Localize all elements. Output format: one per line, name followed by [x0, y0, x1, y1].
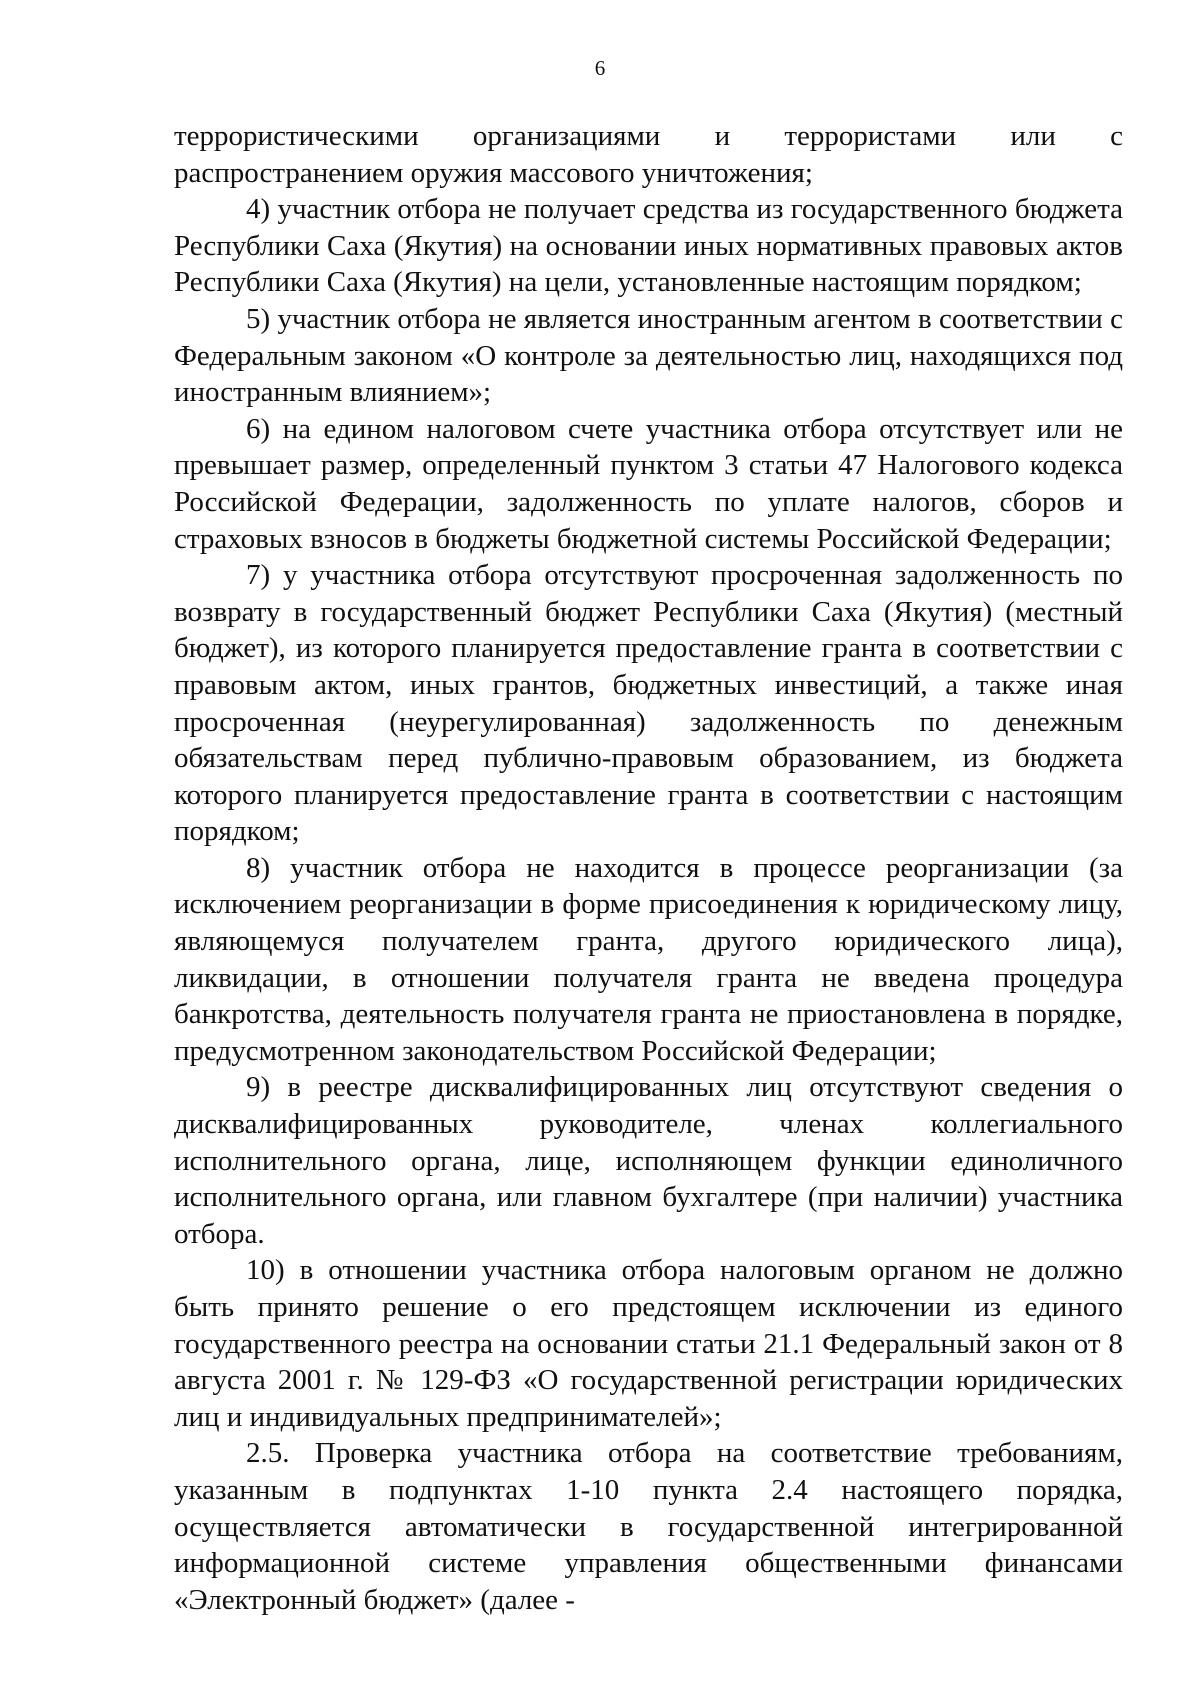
paragraph-item-4: 4) участник отбора не получает средства из государственного бюджета Республики Саха (Якутия) на основании иных нормативных правовых актов Республики Саха (Якутия) на цели, установленные настоящим порядком; [174, 193, 1123, 299]
paragraph-item-10: 10) в отношении участника отбора налоговым органом не должно быть принято решение о его предстоящем исключении из единого государственного реестра на основании статьи 21.1 Федеральный закон от 8 августа 2001 г. № 129-ФЗ «О государственной регистрации юридических лиц и индивидуальных предпринимателей»; [174, 1254, 1123, 1433]
paragraph-item-6: 6) на едином налоговом счете участника отбора отсутствует или не превышает размер, определенный пунктом 3 статьи 47 Налогового кодекса Российской Федерации, задолженность по уплате налогов, сборов и страховых взносов в бюджеты бюджетной системы Российской Федерации; [174, 412, 1123, 555]
document-body [174, 118, 1123, 1618]
paragraph-item-8: 8) участник отбора не находится в процессе реорганизации (за исключением реорганизации в форме присоединения к юридическому лицу, являющемуся получателем гранта, другого юридического лица), ликвидации, в отношении получателя гранта не введена процедура банкротства, деятельность получателя гранта не приостановлена в порядке, предусмотренном законодательством Российской Федерации; [174, 851, 1123, 1067]
paragraph-item-9: 9) в реестре дисквалифицированных лиц отсутствуют сведения о дисквалифицированных руководителе, членах коллегиального исполнительного органа, лице, исполняющем функции единоличного исполнительного органа, или главном бухгалтере (при наличии) участника отбора. [174, 1071, 1123, 1250]
paragraph-continuation: террористическими организациями и террористами или с распространением оружия массового уничтожения; [174, 120, 1123, 189]
paragraph-item-5: 5) участник отбора не является иностранным агентом в соответствии с Федеральным законом «О контроле за деятельностью лиц, находящихся под иностранным влиянием»; [174, 302, 1123, 409]
page-number: 6 [594, 56, 606, 80]
paragraph-item-7: 7) у участника отбора отсутствуют просроченная задолженность по возврату в государственный бюджет Республики Саха (Якутия) (местный бюджет), из которого планируется предоставление гранта в соответствии с правовым актом, иных грантов, бюджетных инвестиций, а также иная просроченная (неурегулированная) задолженность по денежным обязательствам перед публично-правовым образованием, из бюджета которого планируется предоставление гранта в соответствии с настоящим порядком; [174, 559, 1123, 848]
paragraph-clause-2-5: 2.5. Проверка участника отбора на соответствие требованиям, указанным в подпунктах 1-10 пункта 2.4 настоящего порядка, осуществляется автоматически в государственной интегрированной информационной системе управления общественными финансами «Электронный бюджет» (далее - [174, 1437, 1123, 1616]
